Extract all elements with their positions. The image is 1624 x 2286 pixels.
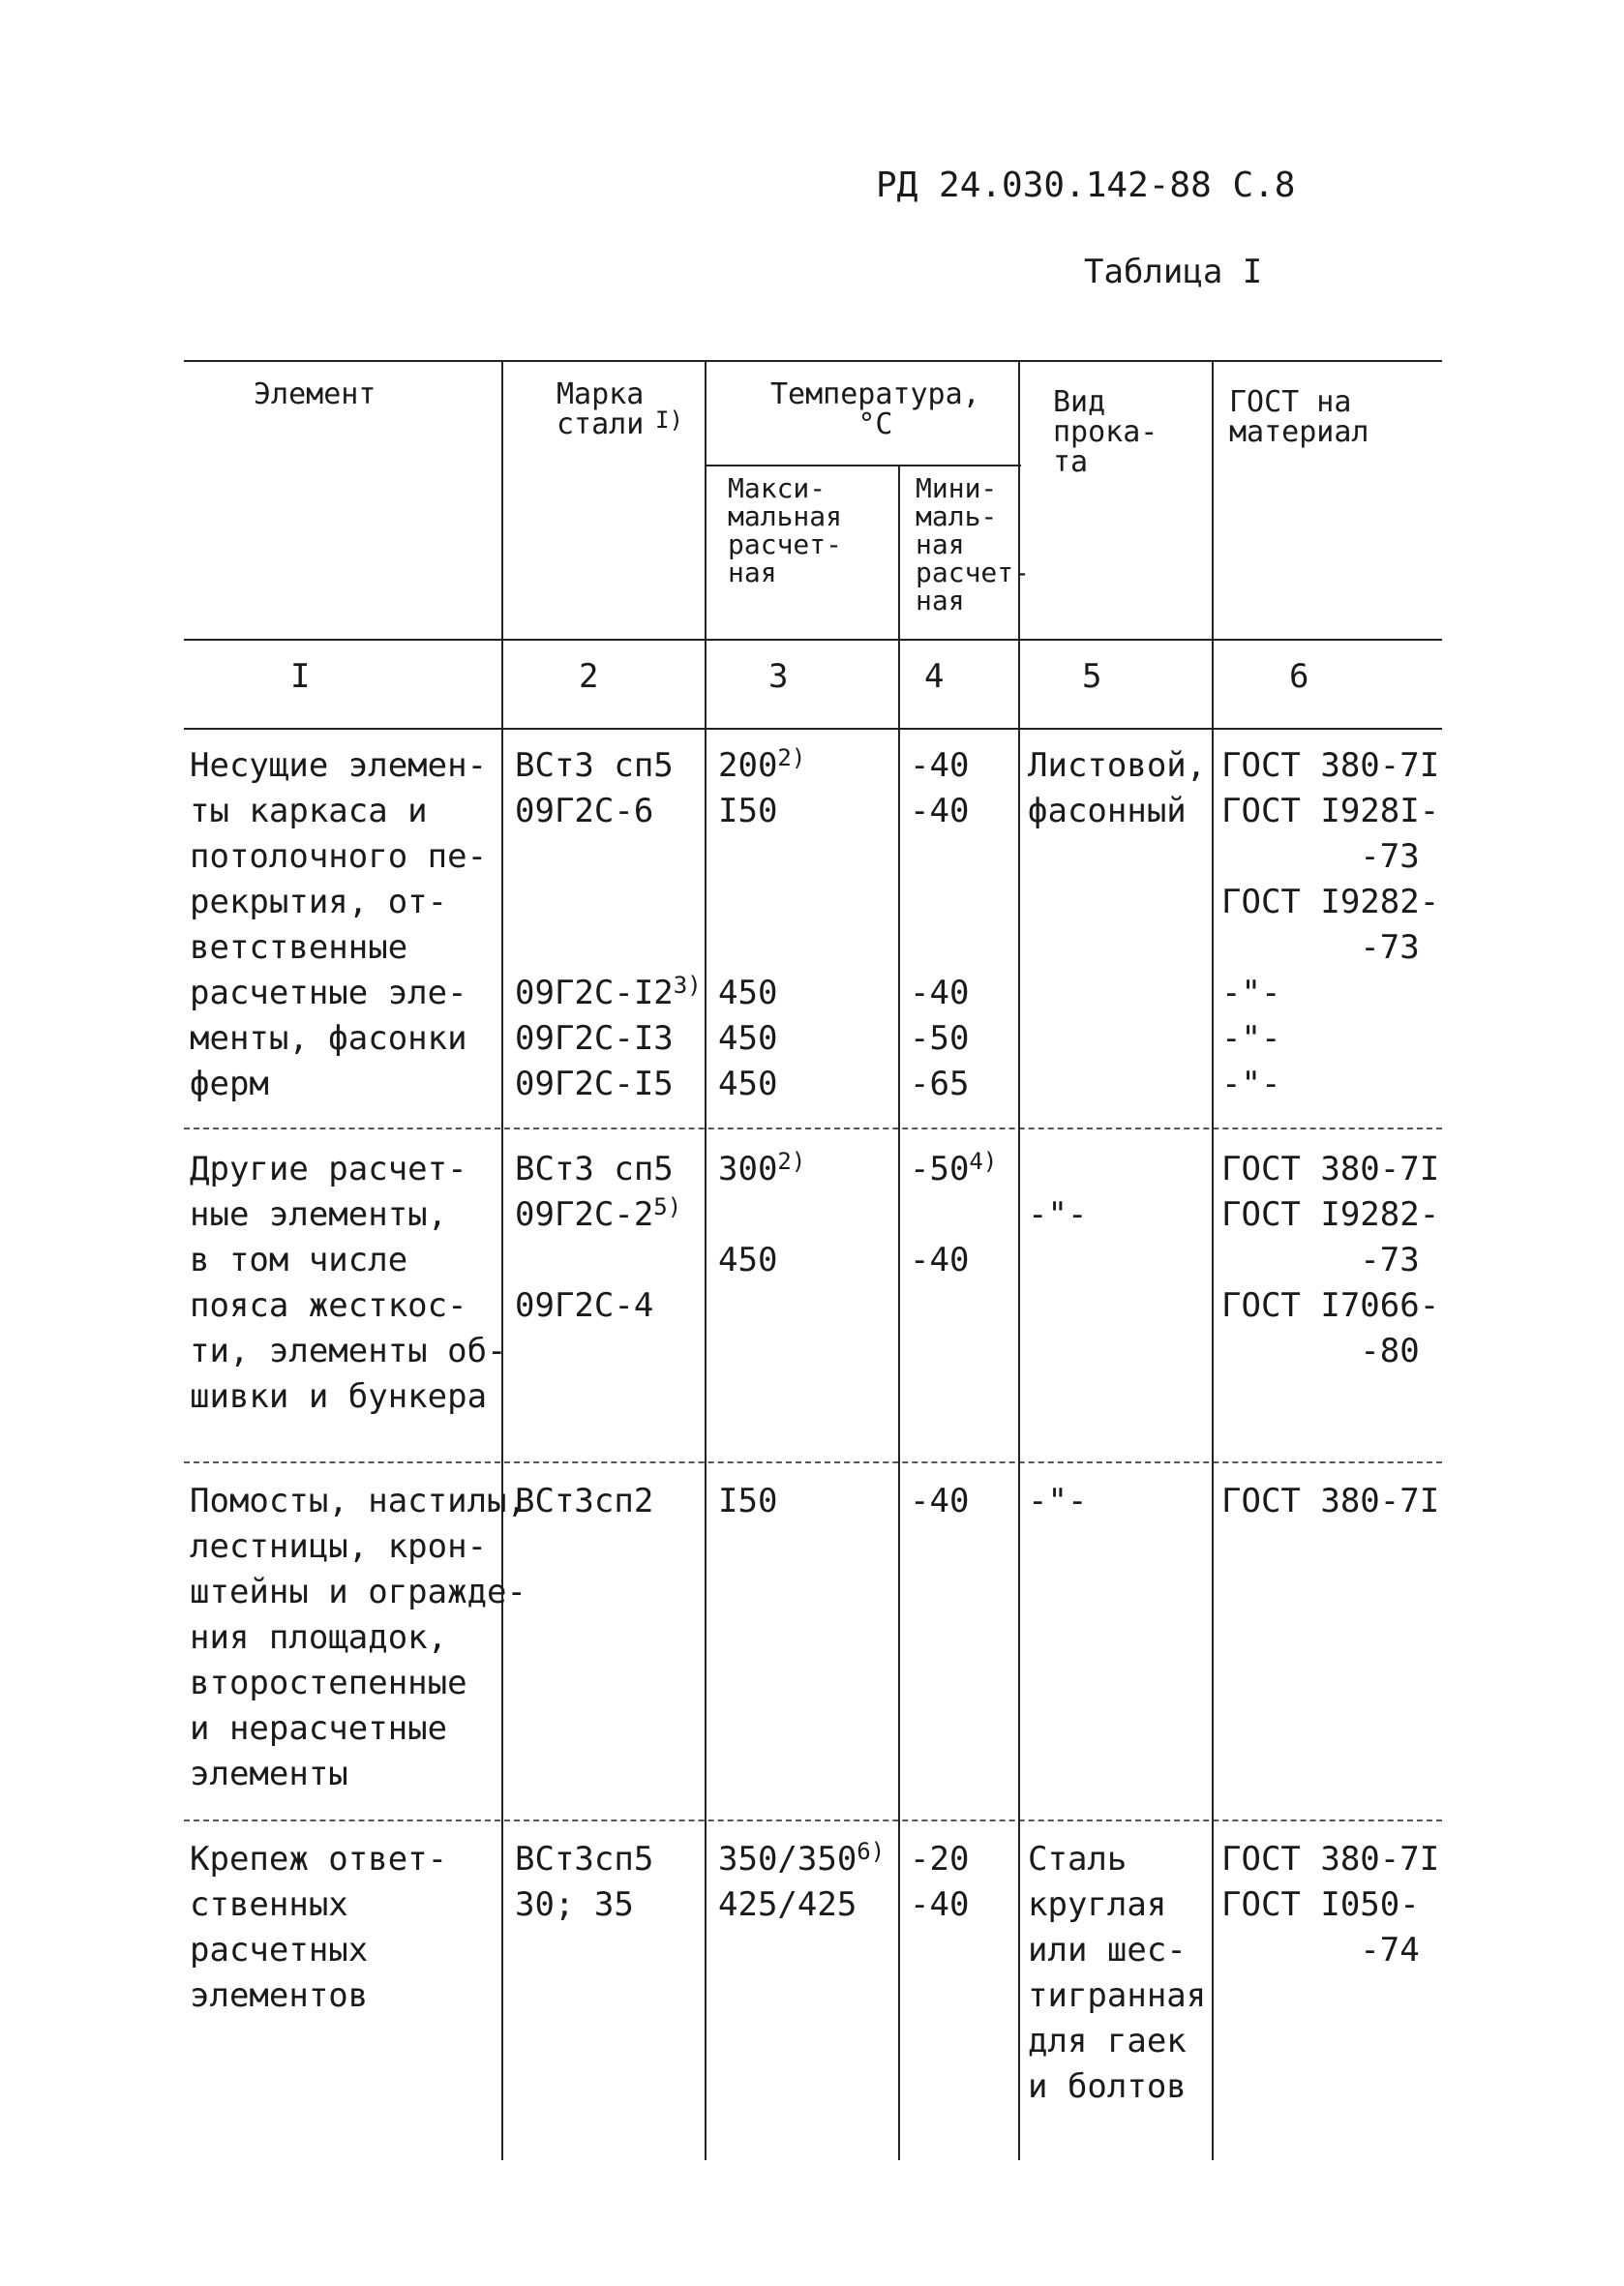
row-3-temp-min: -40 [910,1482,970,1520]
col-divider-2 [705,360,707,2160]
col-number-6: 6 [1289,657,1309,696]
row-2-steel-grade: ВСт3 сп5 [515,1150,674,1188]
row-2-temp-max: 450 [718,1241,778,1279]
row-1-steel-grade: 09Г2С-I5 [515,1065,674,1103]
row-1-temp-min: -40 [910,974,970,1012]
header-gost: ГОСТ на материал [1229,385,1369,449]
row-4-steel-grade: 30; 35 [515,1885,634,1924]
row-2-gost: ГОСТ 380-7I ГОСТ I9282- -73 ГОСТ I7066- -80 [1221,1150,1440,1370]
row-2-temp-min-footnote-mark: 4) [969,1148,998,1175]
row-4-temp-max-footnote-mark: 6) [857,1838,886,1865]
row-3-steel-grade: ВСт3сп2 [515,1482,654,1520]
row-1-rolled-type: Листовой, фасонный [1028,746,1207,830]
row-1-temp-min: -40 [910,792,970,830]
row-4-temp-min: -40 [910,1885,970,1924]
row-1-steel-grade-value: 09Г2С-I2 [515,974,674,1012]
row-2-steel-grade: 09Г2С-4 [515,1286,654,1325]
row-1-steel-grade: ВСт3 сп5 [515,746,674,785]
row-1-steel-grade: 09Г2С-I3 [515,1019,674,1058]
row-3-rolled-type: -"- [1028,1482,1088,1520]
col-number-3: 3 [768,657,789,696]
row-1-gost: ГОСТ 380-7I ГОСТ I928I- -73 ГОСТ I9282- -73 -"- -"- -"- [1221,746,1440,1103]
col-number-5: 5 [1082,657,1102,696]
row-1-steel-grade [515,971,702,1016]
col-number-2: 2 [579,657,599,696]
row-1-temp-max: I50 [718,792,778,830]
header-element: Элемент [254,377,376,411]
header-steel-grade [556,377,683,441]
row-2-temp-max-value: 300 [718,1150,778,1188]
numbers-bottom-rule [184,728,1442,730]
row-1-temp-min: -50 [910,1019,970,1058]
header-steel-grade-note: I) [655,406,683,434]
row-1-temp-min: -65 [910,1065,970,1103]
row-3-gost: ГОСТ 380-7I [1221,1482,1440,1520]
row-4-steel-grade: ВСт3сп5 [515,1840,654,1879]
row-1-temp-max: 450 [718,1065,778,1103]
row-2-element: Другие расчет- ные элементы, в том числе пояса жесткос- ти, элементы об- шивки и бункера [190,1150,507,1416]
row-2-rolled-type: -"- [1028,1195,1088,1234]
col-divider-4 [1018,360,1020,2160]
col-divider-3 [898,465,900,2160]
temp-subheader-rule [707,465,1021,466]
header-steel-grade-label: Марка стали [556,377,645,441]
row-4-element: Крепеж ответ- ственных расчетных элементов [190,1840,448,2015]
row-4-gost: ГОСТ 380-7I ГОСТ I050- -74 [1221,1840,1440,1970]
row-4-rolled-type: Сталь круглая или шес- тигранная для гаек и болтов [1028,1840,1207,2106]
header-temp-max: Макси- мальная расчет- ная [728,472,843,588]
row-3-element: Помосты, настилы, лестницы, крон- штейны и огражде- ния площадок, второстепенные и нерасчетные элементы [190,1482,526,1793]
row-4-temp-max [718,1837,885,1882]
row-2-temp-max [718,1147,805,1192]
row-2-temp-min [910,1147,997,1192]
row-4-temp-max-value: 350/350 [718,1840,857,1879]
row-3-temp-max: I50 [718,1482,778,1520]
header-temperature: Температура, °С [770,377,980,441]
col-number-1: I [290,657,311,696]
header-rolled-type: Вид прока- та [1053,385,1158,479]
row3-separator [184,1820,1442,1821]
row-2-temp-max-footnote-mark: 2) [777,1148,806,1175]
row-1-temp-max [718,743,805,789]
table-label: Таблица I [1084,253,1263,291]
row1-separator [184,1128,1442,1129]
row2-separator [184,1461,1442,1463]
row-1-temp-max: 450 [718,1019,778,1058]
row-4-temp-max: 425/425 [718,1885,857,1924]
row-1-temp-max: 450 [718,974,778,1012]
header-temp-min: Мини- маль- ная расчет- ная [916,472,1031,617]
row-1-element: Несущие элемен- ты каркаса и потолочного пе- рекрытия, от- ветственные расчетные эле- менты, фасонки ферм [190,746,488,1103]
row-2-temp-min: -40 [910,1241,970,1279]
row-1-temp-min: -40 [910,746,970,785]
row-1-temp-max-value: 200 [718,746,778,785]
row-4-temp-min: -20 [910,1840,970,1879]
row-2-steel-grade [515,1192,681,1238]
table-top-rule [184,360,1442,362]
row-1-steel-grade: 09Г2С-6 [515,792,654,830]
header-bottom-rule [184,639,1442,641]
row-2-temp-min-value: -50 [910,1150,970,1188]
document-reference: РД 24.030.142-88 С.8 [876,165,1296,205]
row-1-temp-max-footnote-mark: 2) [777,744,806,771]
row-2-steel-grade-value: 09Г2С-2 [515,1195,654,1234]
row-1-steel-grade-footnote-mark: 3) [673,972,702,999]
col-divider-5 [1212,360,1214,2160]
row-2-steel-grade-footnote-mark: 5) [653,1193,682,1220]
col-number-4: 4 [924,657,945,696]
